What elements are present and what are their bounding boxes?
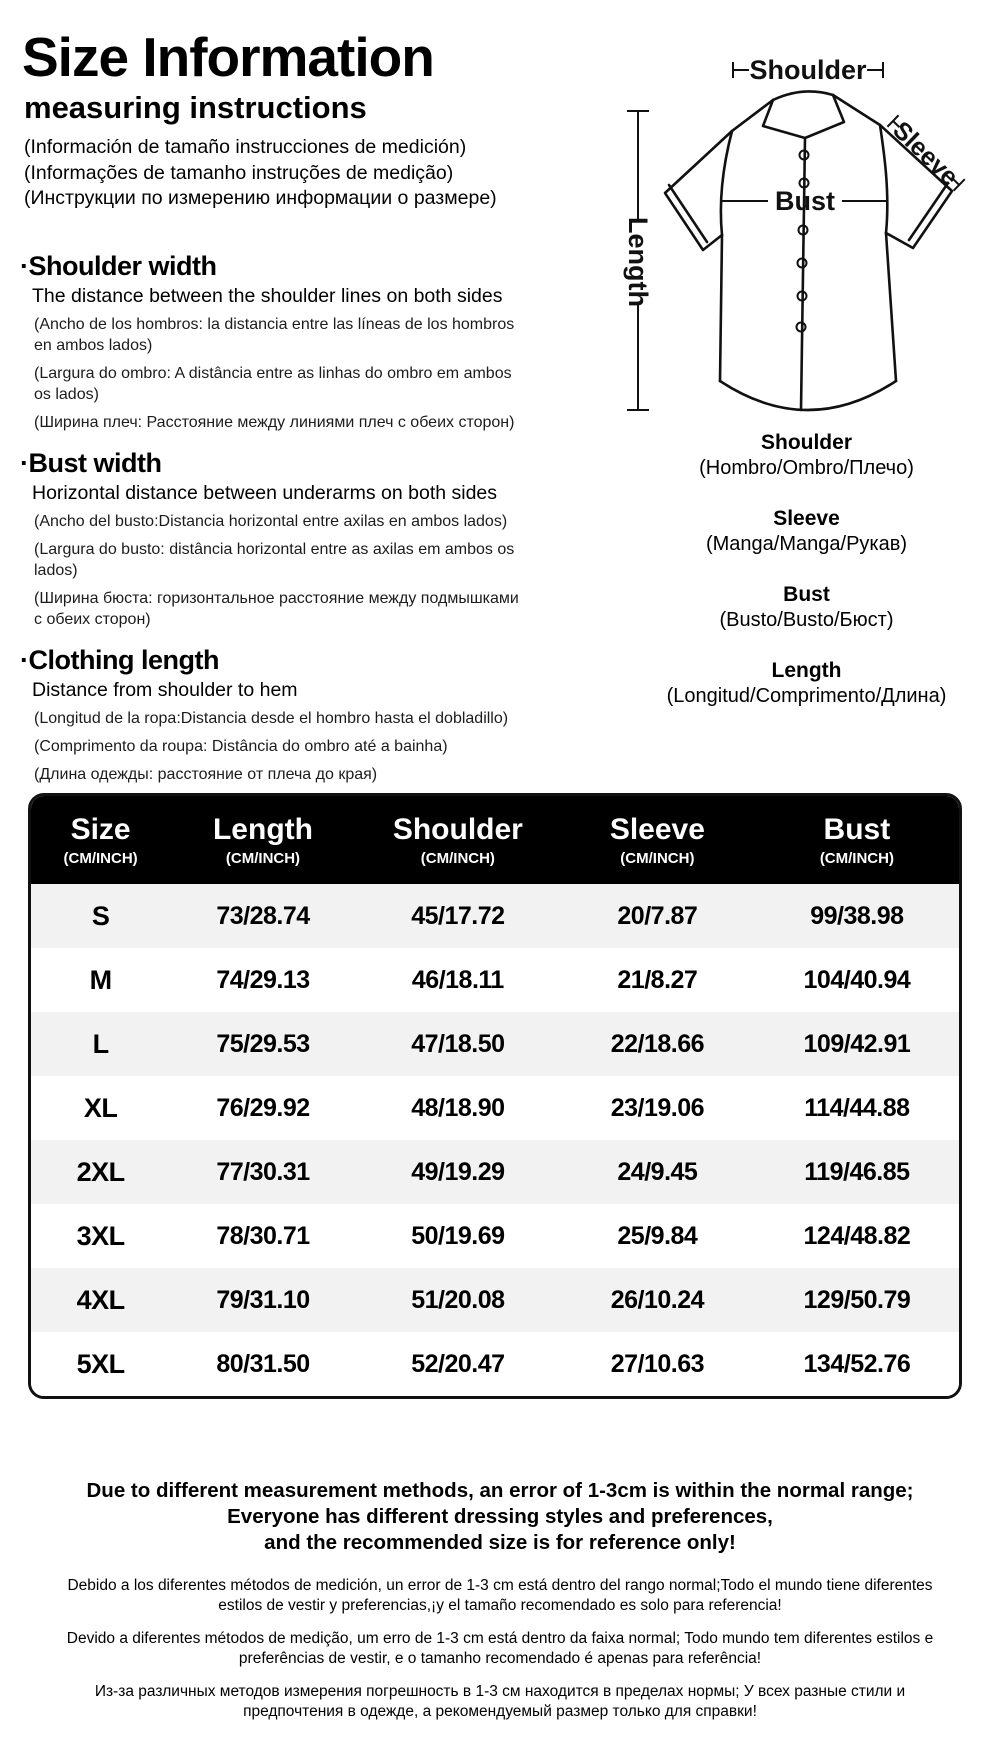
table-row-5xl: 5XL 80/31.50 52/20.47 27/10.63 134/52.76 — [31, 1332, 959, 1396]
section-note-ru: (Ширина бюста: горизонтальное расстояние между подмышками с обеих сторон) — [34, 590, 519, 628]
table-row-l: L 75/29.53 47/18.50 22/18.66 109/42.91 — [31, 1012, 959, 1076]
table-row-2xl: 2XL 77/30.31 49/19.29 24/9.45 119/46.85 — [31, 1140, 959, 1204]
subtitle-translation-es: (Información de tamaño instrucciones de medición) — [24, 136, 467, 158]
table-row-3xl: 3XL 78/30.71 50/19.69 25/9.84 124/48.82 — [31, 1204, 959, 1268]
section-heading: ·Bust width — [20, 448, 162, 478]
section-description: Horizontal distance between underarms on both sides — [32, 482, 498, 504]
legend-term: Length — [771, 659, 842, 682]
legend-shoulder — [584, 430, 1000, 481]
section-shoulder-width — [20, 250, 527, 433]
diagram-bust-label: Bust — [775, 186, 835, 216]
column-header-shoulder: Shoulder (CM/INCH) — [392, 813, 523, 867]
size-table-header — [31, 796, 959, 884]
section-note-es: (Ancho de los hombros: la distancia entre las líneas de los hombros en ambos lados) — [34, 316, 515, 354]
column-header-sleeve: Sleeve (CM/INCH) — [609, 813, 705, 867]
disclaimer-es: Debido a los diferentes métodos de medición, un error de 1-3 cm está dentro del rango normal;Todo el mundo tiene diferentes estilos de vestir y preferencias,¡y el tamaño recomendado es solo para referencia! — [67, 1577, 933, 1614]
legend-bust — [584, 582, 1000, 633]
legend-term: Sleeve — [773, 507, 840, 530]
page-title: Size Information — [22, 26, 434, 88]
legend-translation: (Hombro/Ombro/Плечо) — [699, 457, 914, 479]
section-note-es: (Ancho del busto:Distancia horizontal entre axilas en ambos lados) — [34, 513, 508, 530]
page-subtitle: measuring instructions — [24, 90, 367, 125]
section-clothing-length — [20, 644, 527, 785]
column-header-size: Size (CM/INCH) — [63, 813, 138, 867]
legend-term: Shoulder — [760, 431, 852, 454]
section-description: The distance between the shoulder lines on both sides — [32, 285, 503, 307]
subtitle-translation-pt: (Informações de tamanho instruções de medição) — [24, 161, 454, 184]
table-row-s: S 73/28.74 45/17.72 20/7.87 99/38.98 — [31, 884, 959, 948]
table-row-4xl: 4XL 79/31.10 51/20.08 26/10.24 129/50.79 — [31, 1268, 959, 1332]
section-note-ru: (Длина одежды: расстояние от плеча до края) — [34, 766, 378, 783]
legend-translation: (Manga/Manga/Рукав) — [705, 533, 907, 555]
section-note-pt: (Largura do ombro: A distância entre as linhas do ombro em ambos os lados) — [34, 365, 512, 403]
column-header-bust: Bust (CM/INCH) — [819, 813, 894, 867]
disclaimer — [0, 1478, 1000, 1735]
measuring-definitions — [20, 250, 527, 799]
diagram-column — [548, 34, 993, 734]
legend-translation: (Busto/Busto/Бюст) — [719, 609, 894, 631]
table-row-m: M 74/29.13 46/18.11 21/8.27 104/40.94 — [31, 948, 959, 1012]
diagram-sleeve-label: Sleeve — [887, 116, 964, 192]
legend-term: Bust — [783, 583, 830, 606]
disclaimer-en-line: Due to different measurement methods, an error of 1-3cm is within the normal range; — [86, 1479, 914, 1502]
section-heading: ·Clothing length — [20, 645, 219, 675]
shirt-diagram — [548, 34, 993, 414]
section-bust-width — [20, 447, 527, 630]
diagram-length-label: Length — [623, 217, 653, 307]
intro-header — [22, 26, 542, 213]
subtitle-translation-ru: (Инструкции по измерению информации о размере) — [24, 187, 497, 209]
column-header-length: Length (CM/INCH) — [212, 813, 313, 867]
diagram-shoulder-label: Shoulder — [749, 55, 867, 85]
legend-sleeve — [584, 506, 1000, 557]
section-note-ru: (Ширина плеч: Расстояние между линиями плеч с обеих сторон) — [34, 414, 515, 431]
table-row-xl: XL 76/29.92 48/18.90 23/19.06 114/44.88 — [31, 1076, 959, 1140]
section-note-es: (Longitud de la ropa:Distancia desde el hombro hasta el dobladillo) — [34, 710, 509, 727]
sleeve-bracket — [883, 112, 969, 196]
section-description: Distance from shoulder to hem — [32, 679, 298, 701]
section-note-pt: (Comprimento da roupa: Distância do ombro até a bainha) — [34, 738, 448, 755]
legend-translation: (Longitud/Comprimento/Длина) — [666, 685, 947, 707]
disclaimer-ru: Из-за различных методов измерения погрешность в 1-3 см находится в пределах нормы; У всех разные стили и предпочтения в одежде, а рекомендуемый размер только для справки! — [94, 1683, 906, 1720]
disclaimer-pt: Devido a diferentes métodos de medição, um erro de 1-3 cm está dentro da faixa normal; Todo mundo tem diferentes estilos e preferências de vestir, e o tamanho recomendado é apenas para referência! — [66, 1630, 934, 1667]
disclaimer-en-line: Everyone has different dressing styles and preferences, — [227, 1505, 773, 1528]
section-note-pt: (Largura do busto: distância horizontal entre as axilas em ambos os lados) — [34, 541, 515, 579]
measurement-legend — [584, 430, 1000, 709]
size-table — [28, 793, 962, 1399]
disclaimer-en-line: and the recommended size is for reference only! — [264, 1531, 736, 1554]
section-heading: ·Shoulder width — [20, 251, 217, 281]
legend-length — [584, 658, 1000, 709]
disclaimer-en — [0, 1478, 1000, 1556]
